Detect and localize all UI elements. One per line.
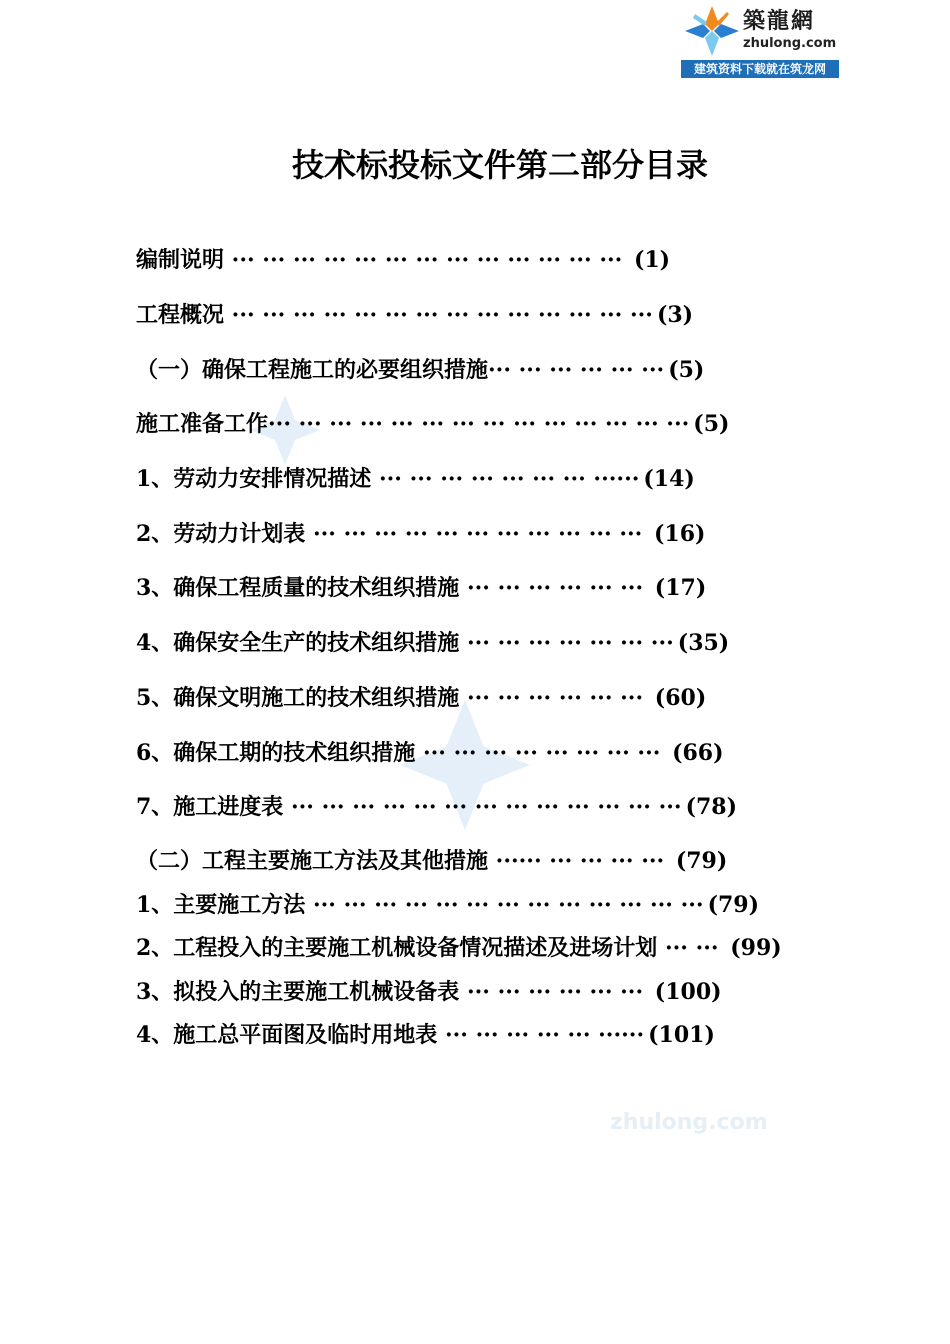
logo-domain: zhulong.com (743, 36, 837, 51)
toc-page-number: (5) (693, 411, 730, 437)
logo-slogan: 建筑资料下载就在筑龙网 (681, 60, 839, 78)
toc-page-number: (79) (675, 848, 728, 874)
toc-entry[interactable]: 5、确保文明施工的技术组织措施 ··· ··· ··· ··· ··· ··· (60) (136, 685, 707, 711)
toc-page-number: (101) (648, 1022, 715, 1048)
site-logo (681, 2, 839, 78)
toc-page-number: (79) (707, 892, 760, 918)
logo-top (681, 2, 839, 60)
toc-entry[interactable]: 2、劳动力计划表 ··· ··· ··· ··· ··· ··· ··· ··· ··· ··· ··· (16) (136, 521, 706, 547)
toc-entry[interactable]: 1、主要施工方法 ··· ··· ··· ··· ··· ··· ··· ··· ··· ··· ··· ··· ··· (79) (136, 892, 760, 918)
toc-page-number: (5) (668, 357, 705, 383)
toc-entry[interactable]: 7、施工进度表 ··· ··· ··· ··· ··· ··· ··· ··· ··· ··· ··· ··· ··· (78) (136, 794, 738, 820)
toc-page-number: (99) (730, 935, 782, 961)
page-title: 技术标投标文件第二部分目录 (291, 146, 708, 184)
toc-page-number: (66) (672, 740, 724, 766)
toc-entry[interactable]: 1、劳动力安排情况描述 ··· ··· ··· ··· ··· ··· ··· ······ (14) (136, 466, 695, 492)
watermark-text: zhulong.com (610, 1110, 768, 1135)
toc-entry[interactable]: （二）工程主要施工方法及其他措施 ······ ··· ··· ··· ··· (79) (136, 848, 728, 874)
toc-entry[interactable]: 4、确保安全生产的技术组织措施 ··· ··· ··· ··· ··· ··· ··· (35) (136, 630, 730, 656)
logo-name-cn: 築龍網 (743, 8, 816, 34)
toc-entry[interactable]: 2、工程投入的主要施工机械设备情况描述及进场计划 ··· ··· (99) (136, 935, 782, 961)
toc-page-number: (14) (643, 466, 695, 492)
toc-page-number: (17) (654, 575, 707, 601)
toc-page-number: (1) (633, 247, 671, 273)
logo-star-icon (683, 4, 741, 58)
toc-entry[interactable]: 3、拟投入的主要施工机械设备表 ··· ··· ··· ··· ··· ··· (100) (136, 979, 722, 1005)
toc-entry[interactable]: 3、确保工程质量的技术组织措施 ··· ··· ··· ··· ··· ··· (17) (136, 575, 707, 601)
toc-page-number: (100) (654, 979, 722, 1005)
toc-page-number: (60) (654, 685, 707, 711)
toc-entry[interactable]: 6、确保工期的技术组织措施 ··· ··· ··· ··· ··· ··· ··· ··· (66) (136, 740, 724, 766)
toc-entry[interactable]: （一）确保工程施工的必要组织措施··· ··· ··· ··· ··· ··· (5) (136, 357, 705, 383)
toc-entry[interactable]: 4、施工总平面图及临时用地表 ··· ··· ··· ··· ··· ······ (101) (136, 1022, 715, 1048)
toc-entry[interactable]: 编制说明 ··· ··· ··· ··· ··· ··· ··· ··· ··· ··· ··· ··· ··· (1) (136, 247, 671, 273)
toc-entry[interactable]: 施工准备工作··· ··· ··· ··· ··· ··· ··· ··· ··· ··· ··· ··· ··· ··· (5) (136, 411, 730, 437)
toc-entry[interactable]: 工程概况 ··· ··· ··· ··· ··· ··· ··· ··· ··· ··· ··· ··· ··· ··· (3) (136, 302, 694, 328)
toc-page-number: (78) (685, 794, 738, 820)
toc-page-number: (3) (656, 302, 694, 328)
toc-page-number: (35) (677, 630, 730, 656)
toc-page-number: (16) (653, 521, 706, 547)
